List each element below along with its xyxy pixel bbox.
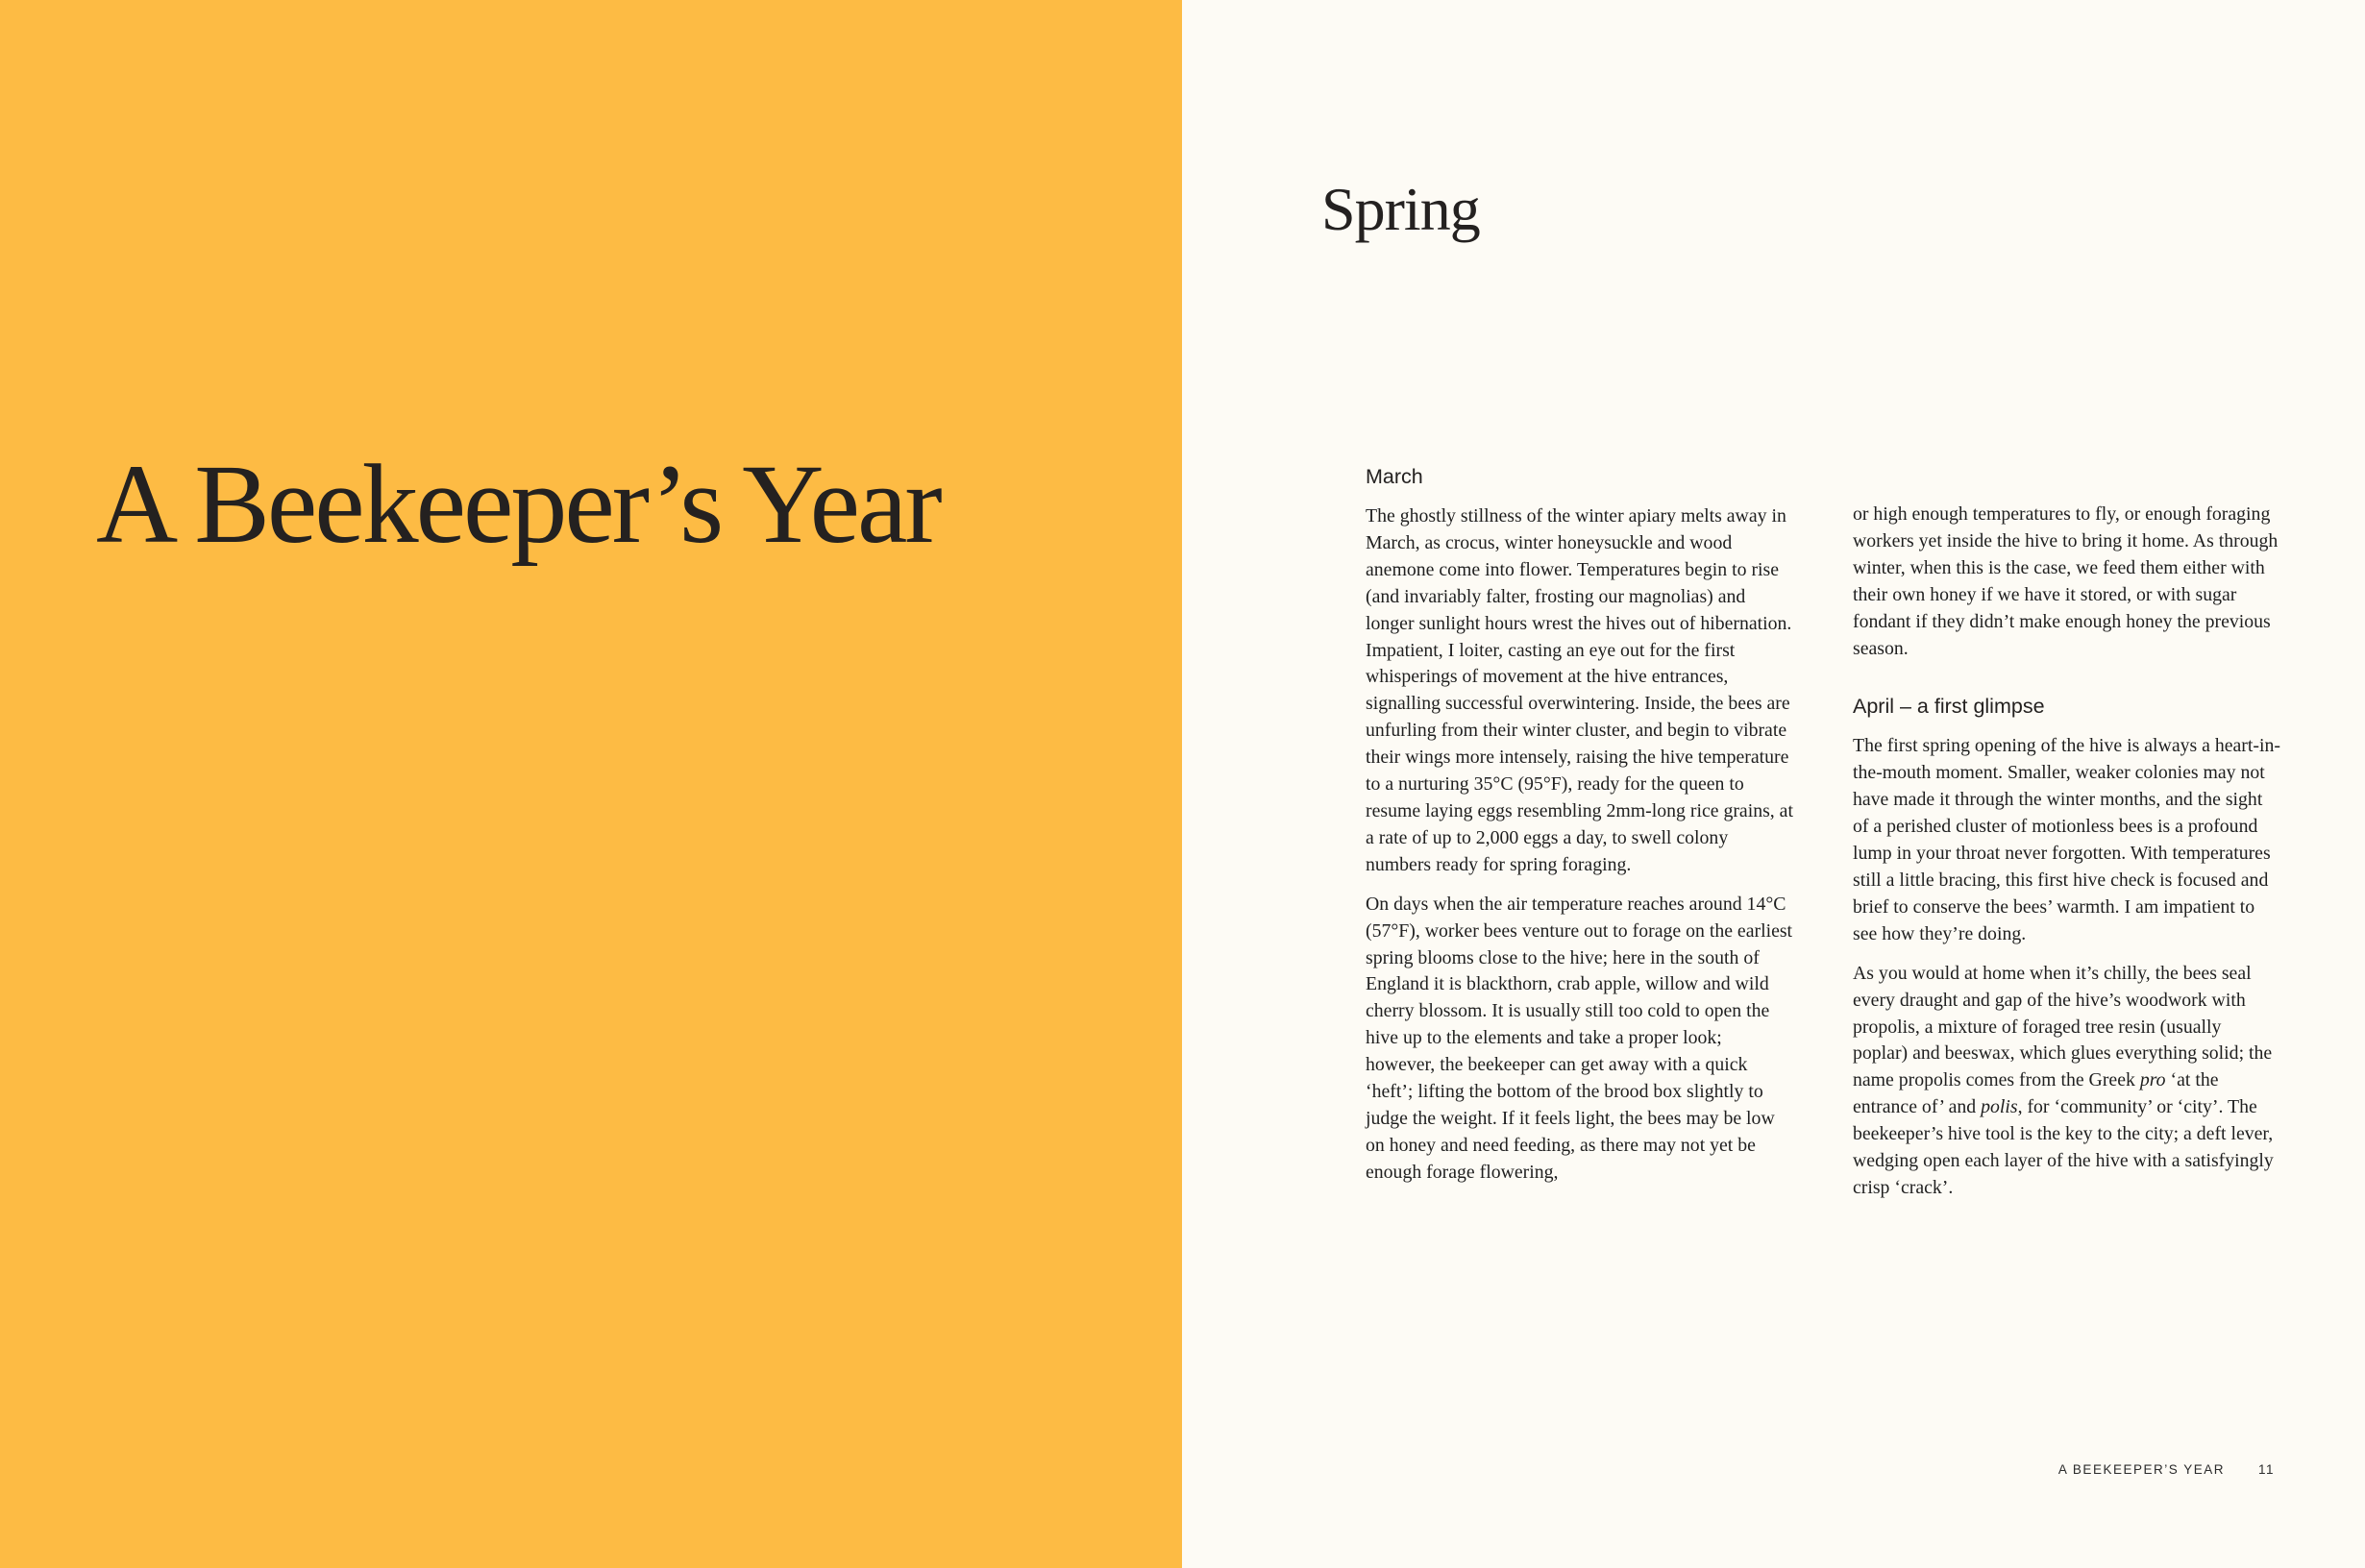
book-title: A Beekeeper’s Year xyxy=(96,441,940,567)
text-column-right xyxy=(1853,459,2280,1214)
right-page xyxy=(1182,0,2365,1568)
propolis-text-3: , for ‘community’ or ‘city’. The beekeeper’s hive tool is the key to the city; a deft lever, wedging open each layer of the hive with a satisfyingly crisp ‘crack’. xyxy=(1853,1096,2274,1198)
april-heading: April – a first glimpse xyxy=(1853,695,2045,719)
section-title: Spring xyxy=(1321,175,1480,243)
march-heading: March xyxy=(1366,465,1423,488)
propolis-italic-pro: pro xyxy=(2139,1069,2166,1091)
propolis-text-2: ‘at the entrance of’ and xyxy=(1853,1069,2219,1118)
page-number: 11 xyxy=(2257,1462,2275,1477)
march-paragraph-2: On days when the air temperature reaches around 14°C (57°F), worker bees venture out to forage on the earliest spring blooms close to the hive; here in the south of England it is blackthorn, crab apple, willow and wild cherry blossom. It is usually still too cold to open the hive up to the elements and take a proper look; however, the beekeeper can get away with a quick ‘heft’; lifting the bottom of the brood box slightly to judge the weight. If it feels light, the bees may be low on honey and need feeding, as there may not yet be enough forage flowering, xyxy=(1366,893,1793,1183)
propolis-text-1: As you would at home when it’s chilly, the bees seal every draught and gap of the hive’s woodwork with propolis, a mixture of foraged tree resin (usually poplar) and beeswax, which glues everything solid; the name propolis comes from the Greek xyxy=(1853,962,2273,1091)
march-paragraph-3: or high enough temperatures to fly, or enough foraging workers yet inside the hive to bring it home. As through winter, when this is the case, we feed them either with their own honey if we have it stored, or with sugar fondant if they didn’t make enough honey the previous season. xyxy=(1853,503,2279,659)
propolis-italic-polis: polis xyxy=(1981,1096,2018,1118)
left-page xyxy=(0,0,1182,1568)
running-head: A BEEKEEPER’S YEAR xyxy=(2057,1462,2225,1477)
april-paragraph-2 xyxy=(1853,961,2280,1202)
april-paragraph-1: The first spring opening of the hive is always a heart-in-the-mouth moment. Smaller, weaker colonies may not have made it through the winter months, and the sight of a perished cluster of motionless bees is a profound lump in your throat never forgotten. With temperatures still a little bracing, this first hive check is focused and brief to conserve the bees’ warmth. I am impatient to see how they’re doing. xyxy=(1853,735,2280,944)
text-column-left xyxy=(1366,459,1793,1199)
page-footer xyxy=(1182,1462,2365,1482)
march-paragraph-1: The ghostly stillness of the winter apiary melts away in March, as crocus, winter honeysuckle and wood anemone come into flower. Temperatures begin to rise (and invariably falter, frosting our magnolias) and longer sunlight hours wrest the hives out of hibernation. Impatient, I loiter, casting an eye out for the first whisperings of movement at the hive entrances, signalling successful overwintering. Inside, the bees are unfurling from their winter cluster, and begin to vibrate their wings more intensely, raising the hive temperature to a nurturing 35°C (95°F), ready for the queen to resume laying eggs resembling 2mm-long rice grains, at a rate of up to 2,000 eggs a day, to swell colony numbers ready for spring foraging. xyxy=(1366,505,1793,875)
